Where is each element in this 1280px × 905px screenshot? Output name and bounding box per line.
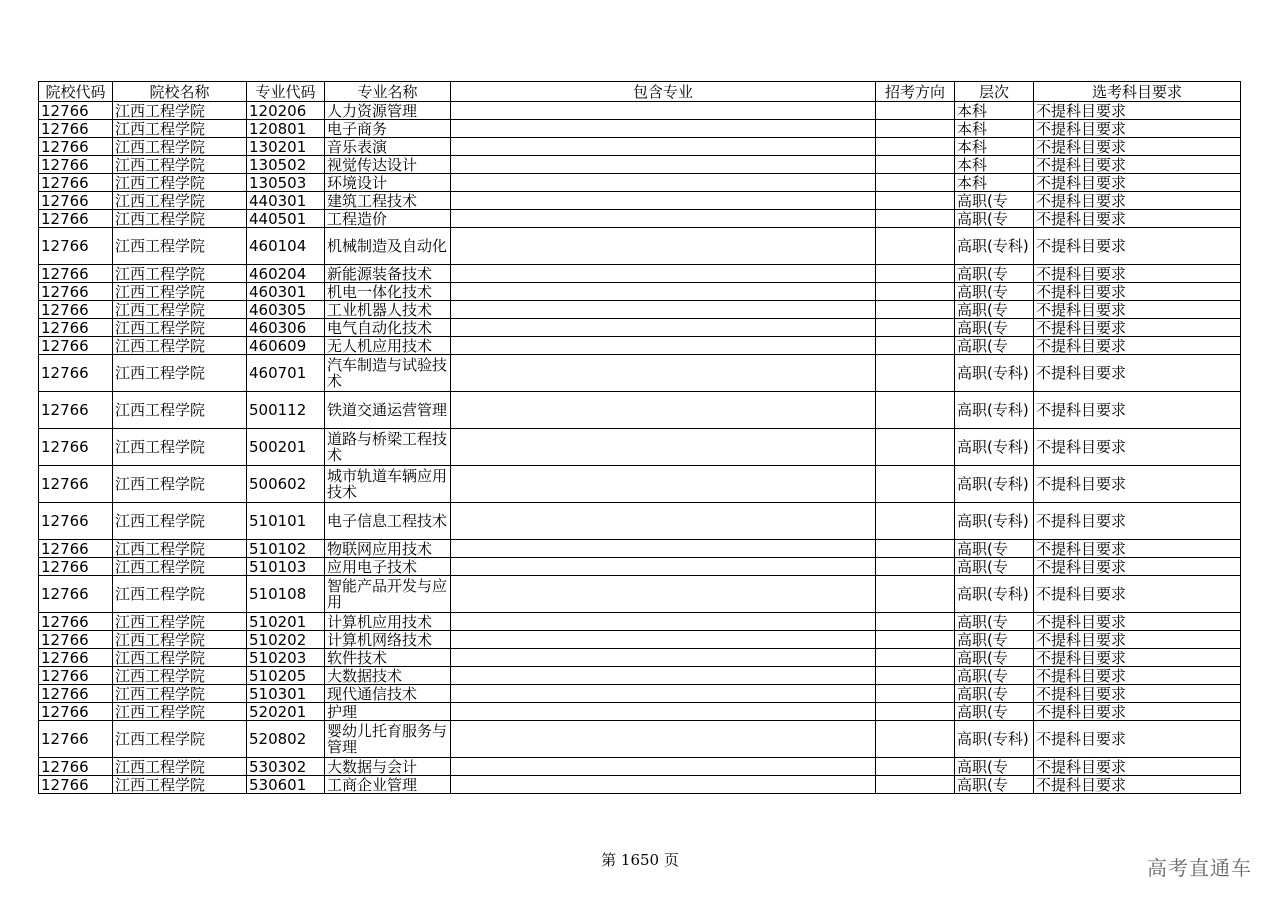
- cell-major-name: 铁道交通运营管理: [325, 392, 451, 429]
- cell-school-name: 江西工程学院: [113, 558, 247, 576]
- cell-included-majors: [451, 758, 876, 776]
- cell-school-name: 江西工程学院: [113, 758, 247, 776]
- cell-level: 高职(专: [955, 319, 1034, 337]
- cell-major-code: 130503: [247, 174, 325, 192]
- cell-subject-requirement: 不提科目要求: [1034, 703, 1241, 721]
- cell-direction: [876, 758, 955, 776]
- cell-subject-requirement: 不提科目要求: [1034, 576, 1241, 613]
- cell-major-name: 工业机器人技术: [325, 301, 451, 319]
- cell-subject-requirement: 不提科目要求: [1034, 355, 1241, 392]
- cell-included-majors: [451, 558, 876, 576]
- cell-included-majors: [451, 319, 876, 337]
- cell-direction: [876, 776, 955, 794]
- cell-direction: [876, 337, 955, 355]
- table-row: [39, 685, 1241, 703]
- cell-major-code: 510101: [247, 503, 325, 540]
- cell-direction: [876, 319, 955, 337]
- cell-major-name: 电子商务: [325, 120, 451, 138]
- cell-direction: [876, 429, 955, 466]
- cell-major-code: 460301: [247, 283, 325, 301]
- table-row: [39, 649, 1241, 667]
- cell-level: 高职(专: [955, 283, 1034, 301]
- cell-school-name: 江西工程学院: [113, 337, 247, 355]
- cell-school-code: 12766: [39, 776, 113, 794]
- cell-included-majors: [451, 685, 876, 703]
- cell-direction: [876, 576, 955, 613]
- cell-school-code: 12766: [39, 649, 113, 667]
- cell-subject-requirement: 不提科目要求: [1034, 540, 1241, 558]
- cell-school-name: 江西工程学院: [113, 319, 247, 337]
- cell-school-name: 江西工程学院: [113, 776, 247, 794]
- cell-school-code: 12766: [39, 758, 113, 776]
- cell-major-name: 机械制造及自动化: [325, 228, 451, 265]
- cell-level: 高职(专: [955, 301, 1034, 319]
- cell-school-name: 江西工程学院: [113, 649, 247, 667]
- cell-school-code: 12766: [39, 429, 113, 466]
- cell-subject-requirement: 不提科目要求: [1034, 466, 1241, 503]
- cell-major-code: 510301: [247, 685, 325, 703]
- cell-direction: [876, 265, 955, 283]
- cell-direction: [876, 120, 955, 138]
- cell-major-name: 计算机网络技术: [325, 631, 451, 649]
- cell-school-name: 江西工程学院: [113, 631, 247, 649]
- table-row: [39, 558, 1241, 576]
- cell-school-code: 12766: [39, 138, 113, 156]
- cell-direction: [876, 703, 955, 721]
- watermark: 高考直通车: [1147, 856, 1252, 880]
- cell-school-code: 12766: [39, 174, 113, 192]
- cell-major-name: 智能产品开发与应用: [325, 576, 451, 613]
- cell-major-name: 软件技术: [325, 649, 451, 667]
- header-level: 层次: [955, 82, 1034, 102]
- cell-school-name: 江西工程学院: [113, 265, 247, 283]
- table-row: [39, 355, 1241, 392]
- cell-level: 高职(专: [955, 558, 1034, 576]
- cell-subject-requirement: 不提科目要求: [1034, 776, 1241, 794]
- cell-direction: [876, 649, 955, 667]
- cell-subject-requirement: 不提科目要求: [1034, 667, 1241, 685]
- table-row: [39, 265, 1241, 283]
- cell-level: 本科: [955, 156, 1034, 174]
- cell-included-majors: [451, 265, 876, 283]
- cell-direction: [876, 174, 955, 192]
- cell-direction: [876, 558, 955, 576]
- cell-school-code: 12766: [39, 102, 113, 120]
- cell-level: 高职(专科): [955, 576, 1034, 613]
- cell-level: 高职(专: [955, 667, 1034, 685]
- cell-major-code: 510203: [247, 649, 325, 667]
- table-row: [39, 721, 1241, 758]
- table-row: [39, 228, 1241, 265]
- cell-school-code: 12766: [39, 355, 113, 392]
- cell-level: 高职(专科): [955, 355, 1034, 392]
- cell-direction: [876, 102, 955, 120]
- admissions-table: [38, 81, 1241, 794]
- cell-direction: [876, 721, 955, 758]
- cell-major-code: 520201: [247, 703, 325, 721]
- cell-school-name: 江西工程学院: [113, 703, 247, 721]
- cell-major-name: 环境设计: [325, 174, 451, 192]
- table-row: [39, 758, 1241, 776]
- cell-major-code: 440501: [247, 210, 325, 228]
- cell-major-code: 460701: [247, 355, 325, 392]
- header-major-name: 专业名称: [325, 82, 451, 102]
- cell-level: 本科: [955, 120, 1034, 138]
- cell-major-name: 视觉传达设计: [325, 156, 451, 174]
- cell-included-majors: [451, 466, 876, 503]
- cell-school-code: 12766: [39, 703, 113, 721]
- table-row: [39, 138, 1241, 156]
- cell-major-code: 440301: [247, 192, 325, 210]
- cell-school-code: 12766: [39, 503, 113, 540]
- cell-major-code: 460204: [247, 265, 325, 283]
- cell-school-code: 12766: [39, 337, 113, 355]
- cell-subject-requirement: 不提科目要求: [1034, 613, 1241, 631]
- cell-level: 高职(专科): [955, 466, 1034, 503]
- cell-school-name: 江西工程学院: [113, 283, 247, 301]
- cell-subject-requirement: 不提科目要求: [1034, 558, 1241, 576]
- cell-direction: [876, 228, 955, 265]
- cell-major-code: 510205: [247, 667, 325, 685]
- table-row: [39, 156, 1241, 174]
- cell-subject-requirement: 不提科目要求: [1034, 685, 1241, 703]
- cell-major-name: 新能源装备技术: [325, 265, 451, 283]
- cell-major-name: 电气自动化技术: [325, 319, 451, 337]
- cell-school-name: 江西工程学院: [113, 685, 247, 703]
- cell-school-name: 江西工程学院: [113, 429, 247, 466]
- cell-level: 本科: [955, 138, 1034, 156]
- header-direction: 招考方向: [876, 82, 955, 102]
- table-row: [39, 174, 1241, 192]
- cell-subject-requirement: 不提科目要求: [1034, 102, 1241, 120]
- cell-school-code: 12766: [39, 265, 113, 283]
- cell-included-majors: [451, 721, 876, 758]
- table-row: [39, 301, 1241, 319]
- cell-major-name: 建筑工程技术: [325, 192, 451, 210]
- cell-school-code: 12766: [39, 210, 113, 228]
- cell-school-code: 12766: [39, 228, 113, 265]
- cell-direction: [876, 156, 955, 174]
- cell-major-code: 510102: [247, 540, 325, 558]
- cell-direction: [876, 138, 955, 156]
- cell-direction: [876, 540, 955, 558]
- cell-included-majors: [451, 613, 876, 631]
- cell-major-code: 510103: [247, 558, 325, 576]
- cell-major-name: 道路与桥梁工程技术: [325, 429, 451, 466]
- table-row: [39, 503, 1241, 540]
- cell-major-code: 500112: [247, 392, 325, 429]
- cell-subject-requirement: 不提科目要求: [1034, 319, 1241, 337]
- cell-included-majors: [451, 540, 876, 558]
- cell-direction: [876, 613, 955, 631]
- cell-subject-requirement: 不提科目要求: [1034, 192, 1241, 210]
- cell-included-majors: [451, 138, 876, 156]
- cell-school-code: 12766: [39, 685, 113, 703]
- cell-subject-requirement: 不提科目要求: [1034, 120, 1241, 138]
- cell-included-majors: [451, 429, 876, 466]
- cell-major-name: 电子信息工程技术: [325, 503, 451, 540]
- cell-level: 高职(专: [955, 337, 1034, 355]
- cell-school-name: 江西工程学院: [113, 228, 247, 265]
- cell-major-code: 530302: [247, 758, 325, 776]
- cell-subject-requirement: 不提科目要求: [1034, 758, 1241, 776]
- cell-subject-requirement: 不提科目要求: [1034, 174, 1241, 192]
- cell-school-name: 江西工程学院: [113, 174, 247, 192]
- cell-major-code: 130502: [247, 156, 325, 174]
- cell-major-code: 500602: [247, 466, 325, 503]
- cell-major-name: 应用电子技术: [325, 558, 451, 576]
- cell-level: 高职(专科): [955, 228, 1034, 265]
- cell-major-name: 大数据与会计: [325, 758, 451, 776]
- table-row: [39, 337, 1241, 355]
- cell-school-code: 12766: [39, 613, 113, 631]
- cell-direction: [876, 355, 955, 392]
- cell-included-majors: [451, 156, 876, 174]
- table-row: [39, 319, 1241, 337]
- cell-included-majors: [451, 120, 876, 138]
- cell-school-name: 江西工程学院: [113, 721, 247, 758]
- cell-direction: [876, 503, 955, 540]
- cell-direction: [876, 685, 955, 703]
- table-row: [39, 120, 1241, 138]
- cell-level: 高职(专: [955, 192, 1034, 210]
- cell-level: 高职(专: [955, 758, 1034, 776]
- cell-included-majors: [451, 392, 876, 429]
- table-row: [39, 466, 1241, 503]
- cell-major-name: 现代通信技术: [325, 685, 451, 703]
- cell-included-majors: [451, 283, 876, 301]
- cell-school-name: 江西工程学院: [113, 210, 247, 228]
- cell-direction: [876, 392, 955, 429]
- cell-major-name: 机电一体化技术: [325, 283, 451, 301]
- table-row: [39, 283, 1241, 301]
- header-school-name: 院校名称: [113, 82, 247, 102]
- table-row: [39, 703, 1241, 721]
- cell-level: 高职(专: [955, 540, 1034, 558]
- cell-direction: [876, 631, 955, 649]
- cell-major-code: 130201: [247, 138, 325, 156]
- cell-school-name: 江西工程学院: [113, 156, 247, 174]
- cell-school-name: 江西工程学院: [113, 576, 247, 613]
- cell-school-code: 12766: [39, 319, 113, 337]
- cell-school-name: 江西工程学院: [113, 120, 247, 138]
- cell-school-name: 江西工程学院: [113, 102, 247, 120]
- cell-level: 高职(专: [955, 685, 1034, 703]
- cell-level: 高职(专: [955, 703, 1034, 721]
- cell-school-name: 江西工程学院: [113, 540, 247, 558]
- table-row: [39, 631, 1241, 649]
- cell-direction: [876, 210, 955, 228]
- cell-school-code: 12766: [39, 301, 113, 319]
- table-row: [39, 667, 1241, 685]
- cell-subject-requirement: 不提科目要求: [1034, 138, 1241, 156]
- cell-included-majors: [451, 703, 876, 721]
- cell-included-majors: [451, 337, 876, 355]
- cell-major-name: 护理: [325, 703, 451, 721]
- cell-included-majors: [451, 355, 876, 392]
- cell-school-code: 12766: [39, 667, 113, 685]
- cell-level: 高职(专科): [955, 429, 1034, 466]
- cell-major-code: 460306: [247, 319, 325, 337]
- cell-included-majors: [451, 192, 876, 210]
- cell-subject-requirement: 不提科目要求: [1034, 429, 1241, 466]
- cell-level: 本科: [955, 102, 1034, 120]
- cell-school-name: 江西工程学院: [113, 301, 247, 319]
- cell-included-majors: [451, 631, 876, 649]
- cell-school-name: 江西工程学院: [113, 192, 247, 210]
- cell-level: 高职(专: [955, 210, 1034, 228]
- table-body: [39, 102, 1241, 794]
- cell-school-code: 12766: [39, 192, 113, 210]
- cell-level: 高职(专: [955, 631, 1034, 649]
- cell-direction: [876, 667, 955, 685]
- cell-subject-requirement: 不提科目要求: [1034, 392, 1241, 429]
- cell-major-name: 计算机应用技术: [325, 613, 451, 631]
- cell-school-name: 江西工程学院: [113, 613, 247, 631]
- cell-included-majors: [451, 667, 876, 685]
- cell-major-code: 510108: [247, 576, 325, 613]
- table-header-row: [39, 82, 1241, 102]
- cell-school-name: 江西工程学院: [113, 392, 247, 429]
- cell-school-name: 江西工程学院: [113, 466, 247, 503]
- header-major-code: 专业代码: [247, 82, 325, 102]
- cell-major-name: 人力资源管理: [325, 102, 451, 120]
- table-row: [39, 102, 1241, 120]
- cell-major-name: 婴幼儿托育服务与管理: [325, 721, 451, 758]
- table-row: [39, 210, 1241, 228]
- cell-school-code: 12766: [39, 156, 113, 174]
- cell-subject-requirement: 不提科目要求: [1034, 337, 1241, 355]
- cell-major-code: 120801: [247, 120, 325, 138]
- cell-major-code: 510202: [247, 631, 325, 649]
- cell-school-name: 江西工程学院: [113, 355, 247, 392]
- cell-level: 高职(专科): [955, 392, 1034, 429]
- cell-level: 高职(专科): [955, 503, 1034, 540]
- cell-school-code: 12766: [39, 283, 113, 301]
- cell-included-majors: [451, 576, 876, 613]
- cell-included-majors: [451, 210, 876, 228]
- cell-included-majors: [451, 776, 876, 794]
- cell-subject-requirement: 不提科目要求: [1034, 210, 1241, 228]
- cell-major-code: 460609: [247, 337, 325, 355]
- cell-included-majors: [451, 102, 876, 120]
- cell-major-name: 汽车制造与试验技术: [325, 355, 451, 392]
- table-row: [39, 776, 1241, 794]
- table-row: [39, 613, 1241, 631]
- cell-level: 高职(专: [955, 265, 1034, 283]
- cell-included-majors: [451, 174, 876, 192]
- cell-major-code: 530601: [247, 776, 325, 794]
- cell-school-code: 12766: [39, 466, 113, 503]
- cell-included-majors: [451, 228, 876, 265]
- cell-major-name: 物联网应用技术: [325, 540, 451, 558]
- cell-major-name: 城市轨道车辆应用技术: [325, 466, 451, 503]
- cell-subject-requirement: 不提科目要求: [1034, 283, 1241, 301]
- cell-school-code: 12766: [39, 558, 113, 576]
- cell-school-code: 12766: [39, 721, 113, 758]
- cell-school-code: 12766: [39, 631, 113, 649]
- cell-school-code: 12766: [39, 576, 113, 613]
- table-row: [39, 429, 1241, 466]
- cell-level: 本科: [955, 174, 1034, 192]
- cell-major-code: 520802: [247, 721, 325, 758]
- cell-level: 高职(专: [955, 649, 1034, 667]
- cell-direction: [876, 192, 955, 210]
- cell-major-name: 大数据技术: [325, 667, 451, 685]
- cell-subject-requirement: 不提科目要求: [1034, 265, 1241, 283]
- table-row: [39, 540, 1241, 558]
- cell-direction: [876, 301, 955, 319]
- page-number: 第 1650 页: [601, 851, 679, 869]
- cell-subject-requirement: 不提科目要求: [1034, 503, 1241, 540]
- cell-school-name: 江西工程学院: [113, 138, 247, 156]
- cell-major-code: 460104: [247, 228, 325, 265]
- cell-school-code: 12766: [39, 120, 113, 138]
- cell-level: 高职(专科): [955, 721, 1034, 758]
- cell-subject-requirement: 不提科目要求: [1034, 156, 1241, 174]
- cell-level: 高职(专: [955, 776, 1034, 794]
- cell-included-majors: [451, 301, 876, 319]
- header-included-majors: 包含专业: [451, 82, 876, 102]
- cell-major-name: 工商企业管理: [325, 776, 451, 794]
- cell-direction: [876, 466, 955, 503]
- cell-subject-requirement: 不提科目要求: [1034, 649, 1241, 667]
- cell-subject-requirement: 不提科目要求: [1034, 228, 1241, 265]
- cell-included-majors: [451, 649, 876, 667]
- cell-subject-requirement: 不提科目要求: [1034, 631, 1241, 649]
- cell-direction: [876, 283, 955, 301]
- table-row: [39, 392, 1241, 429]
- table-row: [39, 192, 1241, 210]
- cell-level: 高职(专: [955, 613, 1034, 631]
- cell-included-majors: [451, 503, 876, 540]
- cell-major-name: 音乐表演: [325, 138, 451, 156]
- cell-school-name: 江西工程学院: [113, 667, 247, 685]
- cell-subject-requirement: 不提科目要求: [1034, 721, 1241, 758]
- cell-major-code: 460305: [247, 301, 325, 319]
- header-subject-requirement: 选考科目要求: [1034, 82, 1241, 102]
- cell-major-name: 无人机应用技术: [325, 337, 451, 355]
- cell-subject-requirement: 不提科目要求: [1034, 301, 1241, 319]
- cell-major-code: 500201: [247, 429, 325, 466]
- cell-school-code: 12766: [39, 392, 113, 429]
- cell-major-code: 120206: [247, 102, 325, 120]
- cell-school-name: 江西工程学院: [113, 503, 247, 540]
- table-row: [39, 576, 1241, 613]
- cell-school-code: 12766: [39, 540, 113, 558]
- cell-major-code: 510201: [247, 613, 325, 631]
- cell-major-name: 工程造价: [325, 210, 451, 228]
- header-school-code: 院校代码: [39, 82, 113, 102]
